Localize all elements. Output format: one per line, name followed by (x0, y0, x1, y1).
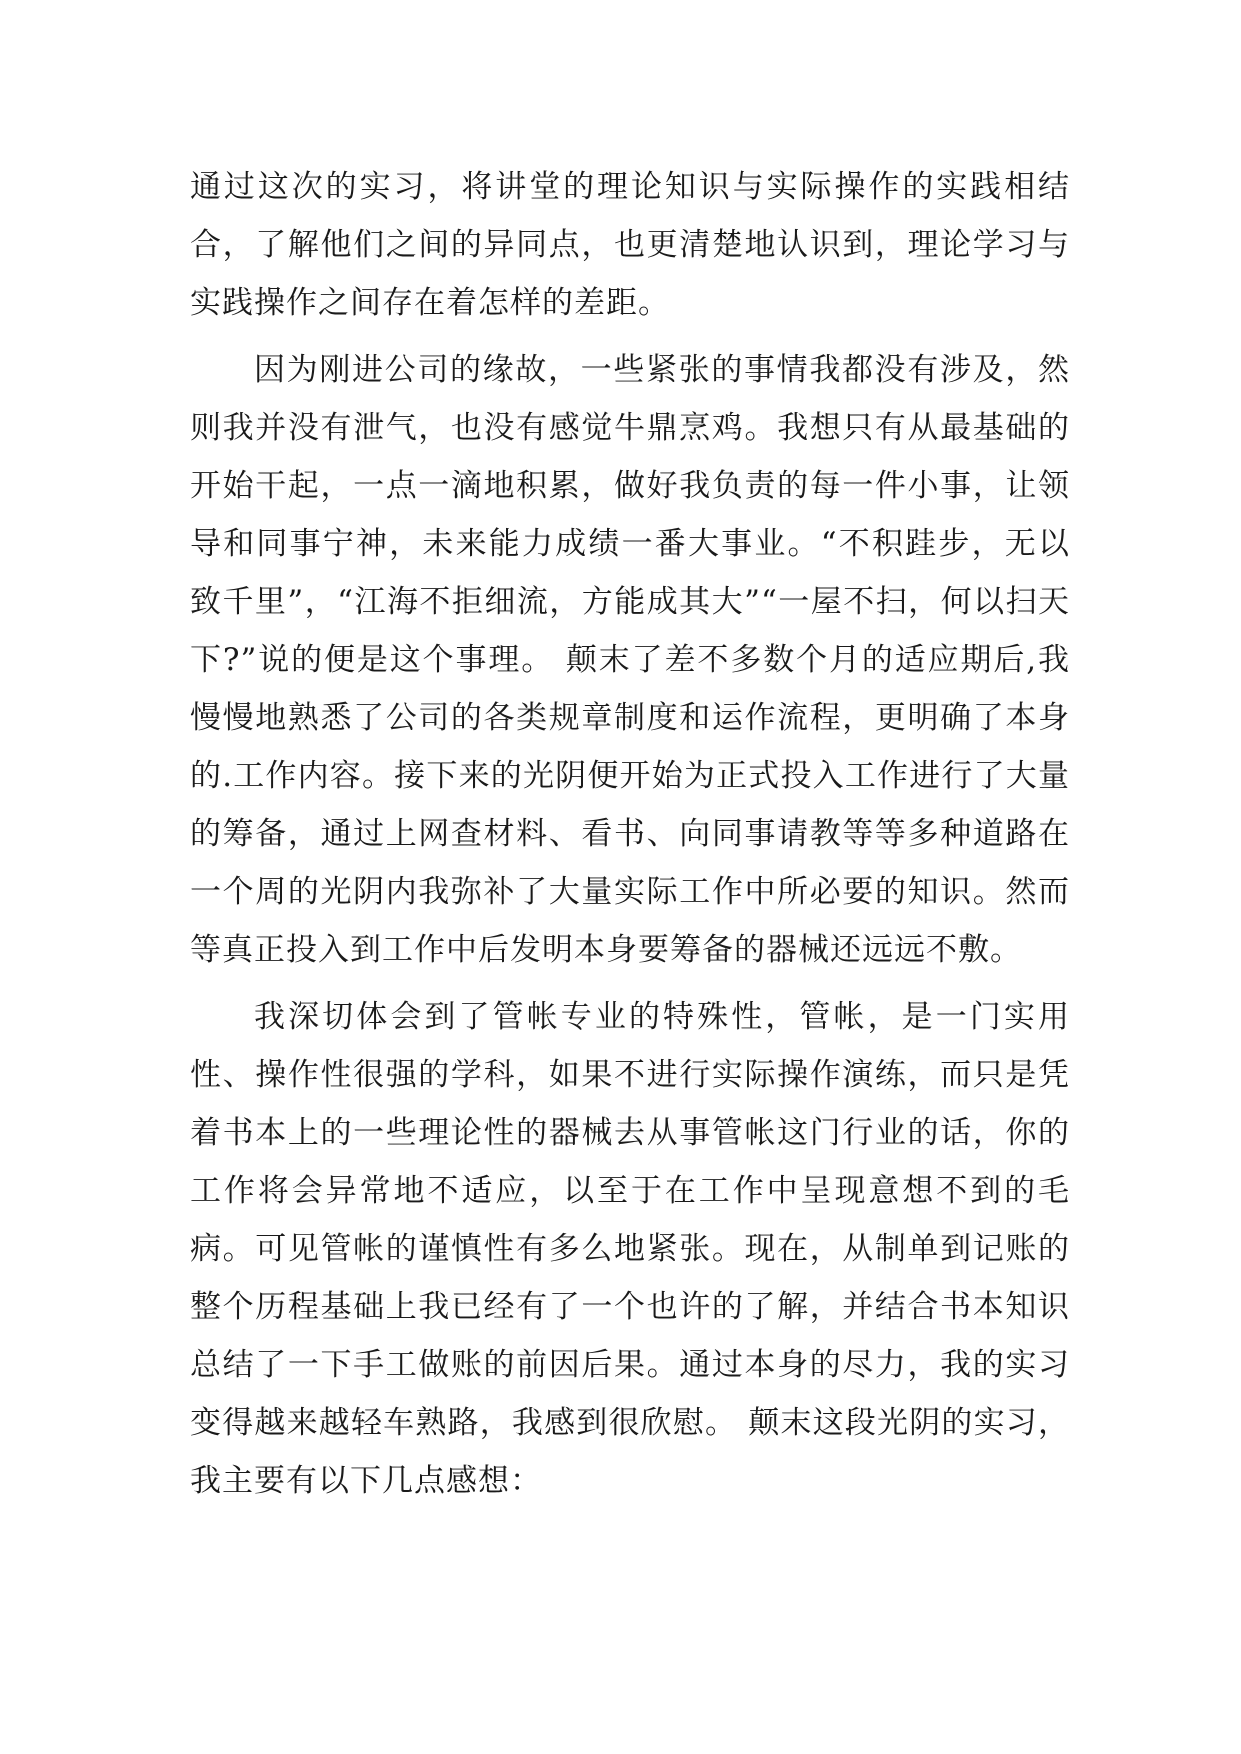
paragraph-3: 我深切体会到了管帐专业的特殊性，管帐，是一门实用性、操作性很强的学科，如果不进行实际操作演练，而只是凭着书本上的一些理论性的器械去从事管帐这门行业的话，你的工作将会异常地不适应，以至于在工作中呈现意想不到的毛病。可见管帐的谨慎性有多么地紧张。现在，从制单到记账的整个历程基础上我已经有了一个也许的了解，并结合书本知识总结了一下手工做账的前因后果。通过本身的尽力，我的实习变得越来越轻车熟路，我感到很欣慰。 颠末这段光阴的实习，我主要有以下几点感想： (190, 999, 1070, 1499)
paragraph-1: 通过这次的实习，将讲堂的理论知识与实际操作的实践相结合，了解他们之间的异同点，也更清楚地认识到，理论学习与实践操作之间存在着怎样的差距。 (190, 169, 1070, 321)
paragraph-2: 因为刚进公司的缘故，一些紧张的事情我都没有涉及，然则我并没有泄气，也没有感觉牛鼎烹鸡。我想只有从最基础的开始干起，一点一滴地积累，做好我负责的每一件小事，让领导和同事宁神，未来能力成绩一番大事业。“不积跬步，无以致千里”，“江海不拒细流，方能成其大”“一屋不扫，何以扫天下?”说的便是这个事理。 颠末了差不多数个月的适应期后,我慢慢地熟悉了公司的各类规章制度和运作流程，更明确了本身的.工作内容。接下来的光阴便开始为正式投入工作进行了大量的筹备，通过上网查材料、看书、向同事请教等等多种道路在一个周的光阴内我弥补了大量实际工作中所必要的知识。然而等真正投入到工作中后发明本身要筹备的器械还远远不敷。 (190, 352, 1070, 968)
document-body (190, 158, 1070, 1519)
